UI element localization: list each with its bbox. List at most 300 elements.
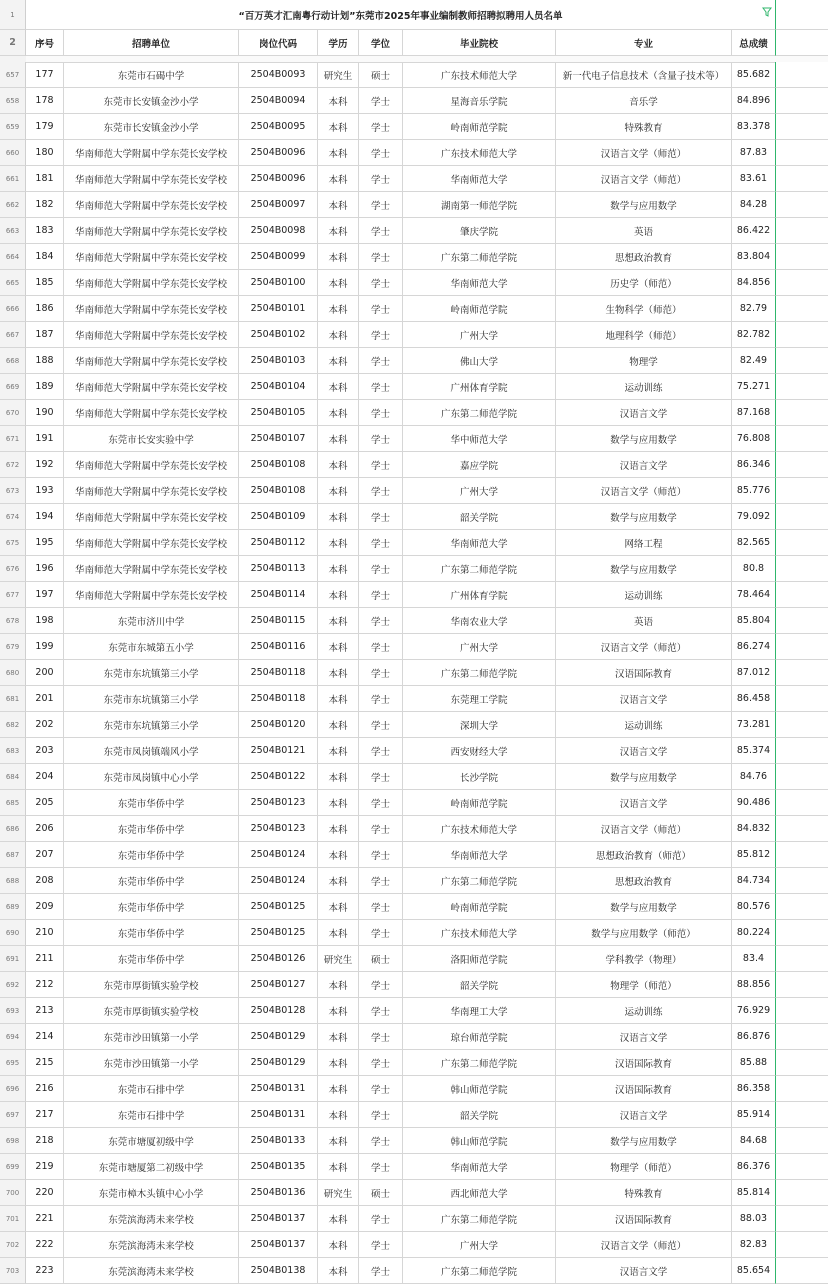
empty-cell[interactable] bbox=[776, 270, 828, 296]
cell-seq[interactable]: 218 bbox=[26, 1128, 64, 1154]
cell-degree[interactable]: 学士 bbox=[359, 504, 403, 530]
row-number[interactable]: 672 bbox=[0, 452, 26, 478]
row-number[interactable]: 668 bbox=[0, 348, 26, 374]
cell-unit[interactable]: 华南师范大学附属中学东莞长安学校 bbox=[64, 270, 239, 296]
cell-degree[interactable]: 硕士 bbox=[359, 1180, 403, 1206]
cell-seq[interactable]: 201 bbox=[26, 686, 64, 712]
cell-degree[interactable]: 学士 bbox=[359, 686, 403, 712]
cell-seq[interactable]: 185 bbox=[26, 270, 64, 296]
cell-score[interactable]: 87.168 bbox=[732, 400, 776, 426]
cell-degree[interactable]: 学士 bbox=[359, 998, 403, 1024]
cell-code[interactable]: 2504B0108 bbox=[239, 452, 318, 478]
header-degree[interactable]: 学位 bbox=[359, 30, 403, 56]
cell-score[interactable]: 85.804 bbox=[732, 608, 776, 634]
row-number[interactable]: 686 bbox=[0, 816, 26, 842]
cell-score[interactable]: 75.271 bbox=[732, 374, 776, 400]
cell-seq[interactable]: 205 bbox=[26, 790, 64, 816]
cell-education[interactable]: 本科 bbox=[318, 920, 359, 946]
cell-seq[interactable]: 214 bbox=[26, 1024, 64, 1050]
cell-seq[interactable]: 222 bbox=[26, 1232, 64, 1258]
cell-degree[interactable]: 学士 bbox=[359, 1232, 403, 1258]
cell-code[interactable]: 2504B0138 bbox=[239, 1258, 318, 1284]
cell-education[interactable]: 本科 bbox=[318, 374, 359, 400]
cell-degree[interactable]: 硕士 bbox=[359, 946, 403, 972]
cell-code[interactable]: 2504B0100 bbox=[239, 270, 318, 296]
cell-seq[interactable]: 187 bbox=[26, 322, 64, 348]
cell-degree[interactable]: 学士 bbox=[359, 894, 403, 920]
cell-education[interactable]: 本科 bbox=[318, 348, 359, 374]
empty-cell[interactable] bbox=[776, 1154, 828, 1180]
empty-cell[interactable] bbox=[776, 1076, 828, 1102]
cell-score[interactable]: 85.814 bbox=[732, 1180, 776, 1206]
cell-school[interactable]: 广东技术师范大学 bbox=[403, 62, 556, 88]
cell-degree[interactable]: 学士 bbox=[359, 1128, 403, 1154]
cell-score[interactable]: 82.565 bbox=[732, 530, 776, 556]
cell-school[interactable]: 肇庆学院 bbox=[403, 218, 556, 244]
cell-school[interactable]: 韶关学院 bbox=[403, 504, 556, 530]
cell-education[interactable]: 本科 bbox=[318, 686, 359, 712]
row-number[interactable]: 669 bbox=[0, 374, 26, 400]
cell-unit[interactable]: 华南师范大学附属中学东莞长安学校 bbox=[64, 504, 239, 530]
row-number[interactable]: 690 bbox=[0, 920, 26, 946]
cell-school[interactable]: 深圳大学 bbox=[403, 712, 556, 738]
cell-seq[interactable]: 193 bbox=[26, 478, 64, 504]
cell-major[interactable]: 汉语言文学（师范） bbox=[556, 140, 732, 166]
cell-unit[interactable]: 东莞滨海湾未来学校 bbox=[64, 1206, 239, 1232]
cell-major[interactable]: 英语 bbox=[556, 218, 732, 244]
row-number[interactable]: 667 bbox=[0, 322, 26, 348]
cell-major[interactable]: 思想政治教育 bbox=[556, 244, 732, 270]
cell-major[interactable]: 汉语国际教育 bbox=[556, 660, 732, 686]
cell-major[interactable]: 数学与应用数学 bbox=[556, 1128, 732, 1154]
cell-seq[interactable]: 200 bbox=[26, 660, 64, 686]
cell-education[interactable]: 本科 bbox=[318, 894, 359, 920]
cell-degree[interactable]: 学士 bbox=[359, 452, 403, 478]
cell-degree[interactable]: 学士 bbox=[359, 712, 403, 738]
cell-school[interactable]: 广东第二师范学院 bbox=[403, 556, 556, 582]
cell-education[interactable]: 本科 bbox=[318, 972, 359, 998]
cell-unit[interactable]: 东莞市塘厦初级中学 bbox=[64, 1128, 239, 1154]
cell-education[interactable]: 本科 bbox=[318, 166, 359, 192]
cell-score[interactable]: 76.929 bbox=[732, 998, 776, 1024]
cell-unit[interactable]: 东莞市沙田镇第一小学 bbox=[64, 1050, 239, 1076]
cell-degree[interactable]: 学士 bbox=[359, 322, 403, 348]
cell-education[interactable]: 本科 bbox=[318, 868, 359, 894]
cell-degree[interactable]: 学士 bbox=[359, 660, 403, 686]
cell-education[interactable]: 本科 bbox=[318, 608, 359, 634]
cell-seq[interactable]: 194 bbox=[26, 504, 64, 530]
empty-cell[interactable] bbox=[776, 686, 828, 712]
cell-seq[interactable]: 211 bbox=[26, 946, 64, 972]
cell-degree[interactable]: 学士 bbox=[359, 634, 403, 660]
cell-school[interactable]: 韩山师范学院 bbox=[403, 1128, 556, 1154]
cell-unit[interactable]: 东莞市东坑镇第三小学 bbox=[64, 712, 239, 738]
cell-score[interactable]: 84.734 bbox=[732, 868, 776, 894]
row-number[interactable]: 703 bbox=[0, 1258, 26, 1284]
cell-unit[interactable]: 东莞市华侨中学 bbox=[64, 816, 239, 842]
cell-score[interactable]: 86.346 bbox=[732, 452, 776, 478]
cell-code[interactable]: 2504B0108 bbox=[239, 478, 318, 504]
cell-unit[interactable]: 华南师范大学附属中学东莞长安学校 bbox=[64, 374, 239, 400]
cell-major[interactable]: 数学与应用数学 bbox=[556, 894, 732, 920]
cell-seq[interactable]: 217 bbox=[26, 1102, 64, 1128]
cell-degree[interactable]: 学士 bbox=[359, 114, 403, 140]
cell-unit[interactable]: 东莞市长安镇金沙小学 bbox=[64, 88, 239, 114]
empty-cell[interactable] bbox=[776, 608, 828, 634]
row-number[interactable]: 699 bbox=[0, 1154, 26, 1180]
empty-cell[interactable] bbox=[776, 634, 828, 660]
cell-code[interactable]: 2504B0128 bbox=[239, 998, 318, 1024]
cell-degree[interactable]: 学士 bbox=[359, 374, 403, 400]
cell-unit[interactable]: 华南师范大学附属中学东莞长安学校 bbox=[64, 530, 239, 556]
cell-code[interactable]: 2504B0124 bbox=[239, 842, 318, 868]
cell-major[interactable]: 运动训练 bbox=[556, 712, 732, 738]
cell-major[interactable]: 汉语国际教育 bbox=[556, 1076, 732, 1102]
empty-cell[interactable] bbox=[776, 660, 828, 686]
cell-major[interactable]: 学科教学（物理） bbox=[556, 946, 732, 972]
cell-education[interactable]: 本科 bbox=[318, 478, 359, 504]
cell-code[interactable]: 2504B0137 bbox=[239, 1206, 318, 1232]
cell-code[interactable]: 2504B0133 bbox=[239, 1128, 318, 1154]
cell-education[interactable]: 本科 bbox=[318, 1232, 359, 1258]
empty-cell[interactable] bbox=[776, 374, 828, 400]
cell-school[interactable]: 广东第二师范学院 bbox=[403, 1050, 556, 1076]
row-number[interactable]: 692 bbox=[0, 972, 26, 998]
cell-unit[interactable]: 东莞滨海湾未来学校 bbox=[64, 1232, 239, 1258]
cell-seq[interactable]: 204 bbox=[26, 764, 64, 790]
cell-education[interactable]: 本科 bbox=[318, 218, 359, 244]
cell-code[interactable]: 2504B0113 bbox=[239, 556, 318, 582]
row-number[interactable]: 657 bbox=[0, 62, 26, 88]
row-number[interactable]: 693 bbox=[0, 998, 26, 1024]
header-school[interactable]: 毕业院校 bbox=[403, 30, 556, 56]
cell-major[interactable]: 汉语言文学 bbox=[556, 790, 732, 816]
row-number[interactable]: 675 bbox=[0, 530, 26, 556]
row-number[interactable]: 661 bbox=[0, 166, 26, 192]
cell-unit[interactable]: 东莞市华侨中学 bbox=[64, 894, 239, 920]
cell-score[interactable]: 86.274 bbox=[732, 634, 776, 660]
cell-score[interactable]: 84.832 bbox=[732, 816, 776, 842]
cell-score[interactable]: 85.776 bbox=[732, 478, 776, 504]
cell-score[interactable]: 85.914 bbox=[732, 1102, 776, 1128]
row-number[interactable]: 698 bbox=[0, 1128, 26, 1154]
cell-seq[interactable]: 210 bbox=[26, 920, 64, 946]
cell-seq[interactable]: 197 bbox=[26, 582, 64, 608]
cell-unit[interactable]: 华南师范大学附属中学东莞长安学校 bbox=[64, 478, 239, 504]
cell-school[interactable]: 广东第二师范学院 bbox=[403, 244, 556, 270]
header-code[interactable]: 岗位代码 bbox=[239, 30, 318, 56]
empty-cell[interactable] bbox=[776, 452, 828, 478]
cell-score[interactable]: 84.856 bbox=[732, 270, 776, 296]
cell-unit[interactable]: 华南师范大学附属中学东莞长安学校 bbox=[64, 322, 239, 348]
empty-cell[interactable] bbox=[776, 842, 828, 868]
row-number[interactable]: 662 bbox=[0, 192, 26, 218]
cell-major[interactable]: 特殊教育 bbox=[556, 114, 732, 140]
cell-school[interactable]: 华南师范大学 bbox=[403, 842, 556, 868]
cell-major[interactable]: 汉语言文学 bbox=[556, 1258, 732, 1284]
cell-degree[interactable]: 学士 bbox=[359, 244, 403, 270]
cell-seq[interactable]: 221 bbox=[26, 1206, 64, 1232]
cell-school[interactable]: 广东第二师范学院 bbox=[403, 1206, 556, 1232]
empty-cell[interactable] bbox=[776, 478, 828, 504]
cell-major[interactable]: 物理学 bbox=[556, 348, 732, 374]
cell-score[interactable]: 82.782 bbox=[732, 322, 776, 348]
row-number[interactable]: 683 bbox=[0, 738, 26, 764]
cell-score[interactable]: 84.896 bbox=[732, 88, 776, 114]
cell-education[interactable]: 本科 bbox=[318, 712, 359, 738]
header-unit[interactable]: 招聘单位 bbox=[64, 30, 239, 56]
cell-education[interactable]: 本科 bbox=[318, 114, 359, 140]
row-number[interactable]: 701 bbox=[0, 1206, 26, 1232]
empty-cell[interactable] bbox=[776, 166, 828, 192]
cell-score[interactable]: 73.281 bbox=[732, 712, 776, 738]
cell-school[interactable]: 广东第二师范学院 bbox=[403, 1258, 556, 1284]
cell-education[interactable]: 本科 bbox=[318, 816, 359, 842]
empty-cell[interactable] bbox=[776, 998, 828, 1024]
cell-unit[interactable]: 东莞市凤岗镇中心小学 bbox=[64, 764, 239, 790]
empty-cell[interactable] bbox=[776, 1232, 828, 1258]
cell-degree[interactable]: 学士 bbox=[359, 1258, 403, 1284]
cell-school[interactable]: 华南师范大学 bbox=[403, 530, 556, 556]
cell-code[interactable]: 2504B0114 bbox=[239, 582, 318, 608]
cell-score[interactable]: 86.422 bbox=[732, 218, 776, 244]
cell-education[interactable]: 本科 bbox=[318, 556, 359, 582]
cell-code[interactable]: 2504B0129 bbox=[239, 1050, 318, 1076]
cell-degree[interactable]: 学士 bbox=[359, 556, 403, 582]
cell-code[interactable]: 2504B0116 bbox=[239, 634, 318, 660]
cell-school[interactable]: 琼台师范学院 bbox=[403, 1024, 556, 1050]
cell-code[interactable]: 2504B0101 bbox=[239, 296, 318, 322]
cell-seq[interactable]: 190 bbox=[26, 400, 64, 426]
cell-school[interactable]: 星海音乐学院 bbox=[403, 88, 556, 114]
empty-cell[interactable] bbox=[776, 972, 828, 998]
cell-score[interactable]: 83.804 bbox=[732, 244, 776, 270]
cell-code[interactable]: 2504B0127 bbox=[239, 972, 318, 998]
cell-unit[interactable]: 东莞市长安实验中学 bbox=[64, 426, 239, 452]
row-number[interactable]: 676 bbox=[0, 556, 26, 582]
cell-code[interactable]: 2504B0123 bbox=[239, 816, 318, 842]
header-education[interactable]: 学历 bbox=[318, 30, 359, 56]
cell-degree[interactable]: 学士 bbox=[359, 582, 403, 608]
cell-code[interactable]: 2504B0118 bbox=[239, 660, 318, 686]
cell-seq[interactable]: 189 bbox=[26, 374, 64, 400]
cell-degree[interactable]: 学士 bbox=[359, 88, 403, 114]
cell-major[interactable]: 数学与应用数学 bbox=[556, 556, 732, 582]
cell-school[interactable]: 长沙学院 bbox=[403, 764, 556, 790]
cell-code[interactable]: 2504B0094 bbox=[239, 88, 318, 114]
cell-unit[interactable]: 华南师范大学附属中学东莞长安学校 bbox=[64, 192, 239, 218]
cell-major[interactable]: 物理学（师范） bbox=[556, 972, 732, 998]
cell-seq[interactable]: 203 bbox=[26, 738, 64, 764]
row-number[interactable]: 678 bbox=[0, 608, 26, 634]
cell-education[interactable]: 本科 bbox=[318, 764, 359, 790]
cell-score[interactable]: 87.012 bbox=[732, 660, 776, 686]
cell-school[interactable]: 华南师范大学 bbox=[403, 270, 556, 296]
cell-school[interactable]: 西北师范大学 bbox=[403, 1180, 556, 1206]
cell-school[interactable]: 韶关学院 bbox=[403, 972, 556, 998]
cell-unit[interactable]: 东莞市华侨中学 bbox=[64, 842, 239, 868]
cell-degree[interactable]: 学士 bbox=[359, 192, 403, 218]
cell-major[interactable]: 汉语言文学（师范） bbox=[556, 634, 732, 660]
row-number[interactable]: 671 bbox=[0, 426, 26, 452]
cell-code[interactable]: 2504B0122 bbox=[239, 764, 318, 790]
row-number[interactable]: 689 bbox=[0, 894, 26, 920]
empty-cell[interactable] bbox=[776, 322, 828, 348]
cell-unit[interactable]: 东莞市华侨中学 bbox=[64, 946, 239, 972]
cell-code[interactable]: 2504B0121 bbox=[239, 738, 318, 764]
cell-education[interactable]: 本科 bbox=[318, 192, 359, 218]
cell-score[interactable]: 86.376 bbox=[732, 1154, 776, 1180]
empty-cell[interactable] bbox=[776, 946, 828, 972]
cell-seq[interactable]: 213 bbox=[26, 998, 64, 1024]
cell-seq[interactable]: 178 bbox=[26, 88, 64, 114]
cell-score[interactable]: 83.61 bbox=[732, 166, 776, 192]
cell-degree[interactable]: 学士 bbox=[359, 842, 403, 868]
sheet-title[interactable] bbox=[26, 0, 776, 30]
cell-major[interactable]: 数学与应用数学（师范） bbox=[556, 920, 732, 946]
cell-education[interactable]: 本科 bbox=[318, 1050, 359, 1076]
row-number[interactable]: 659 bbox=[0, 114, 26, 140]
empty-cell[interactable] bbox=[776, 1180, 828, 1206]
empty-cell[interactable] bbox=[776, 1102, 828, 1128]
cell-score[interactable]: 82.83 bbox=[732, 1232, 776, 1258]
row-number[interactable]: 666 bbox=[0, 296, 26, 322]
cell-education[interactable]: 本科 bbox=[318, 1024, 359, 1050]
empty-cell[interactable] bbox=[776, 30, 828, 56]
cell-major[interactable]: 汉语言文学 bbox=[556, 686, 732, 712]
row-number[interactable]: 681 bbox=[0, 686, 26, 712]
cell-school[interactable]: 华南师范大学 bbox=[403, 1154, 556, 1180]
row-number[interactable]: 700 bbox=[0, 1180, 26, 1206]
cell-major[interactable]: 运动训练 bbox=[556, 374, 732, 400]
cell-code[interactable]: 2504B0131 bbox=[239, 1076, 318, 1102]
cell-school[interactable]: 广东第二师范学院 bbox=[403, 868, 556, 894]
row-number[interactable]: 663 bbox=[0, 218, 26, 244]
cell-degree[interactable]: 学士 bbox=[359, 218, 403, 244]
empty-cell[interactable] bbox=[776, 920, 828, 946]
empty-cell[interactable] bbox=[776, 816, 828, 842]
cell-score[interactable]: 78.464 bbox=[732, 582, 776, 608]
cell-code[interactable]: 2504B0104 bbox=[239, 374, 318, 400]
cell-code[interactable]: 2504B0105 bbox=[239, 400, 318, 426]
cell-code[interactable]: 2504B0120 bbox=[239, 712, 318, 738]
cell-school[interactable]: 广东第二师范学院 bbox=[403, 400, 556, 426]
cell-unit[interactable]: 东莞市沙田镇第一小学 bbox=[64, 1024, 239, 1050]
cell-education[interactable]: 研究生 bbox=[318, 1180, 359, 1206]
cell-school[interactable]: 洛阳师范学院 bbox=[403, 946, 556, 972]
cell-code[interactable]: 2504B0125 bbox=[239, 894, 318, 920]
cell-seq[interactable]: 198 bbox=[26, 608, 64, 634]
cell-school[interactable]: 岭南师范学院 bbox=[403, 894, 556, 920]
cell-school[interactable]: 广州大学 bbox=[403, 322, 556, 348]
empty-cell[interactable] bbox=[776, 1206, 828, 1232]
cell-school[interactable]: 韩山师范学院 bbox=[403, 1076, 556, 1102]
cell-score[interactable]: 86.876 bbox=[732, 1024, 776, 1050]
cell-unit[interactable]: 东莞市厚街镇实验学校 bbox=[64, 998, 239, 1024]
empty-cell[interactable] bbox=[776, 140, 828, 166]
cell-score[interactable]: 90.486 bbox=[732, 790, 776, 816]
row-number[interactable]: 1 bbox=[0, 0, 26, 30]
cell-unit[interactable]: 东莞市樟木头镇中心小学 bbox=[64, 1180, 239, 1206]
cell-code[interactable]: 2504B0118 bbox=[239, 686, 318, 712]
cell-degree[interactable]: 学士 bbox=[359, 348, 403, 374]
cell-unit[interactable]: 华南师范大学附属中学东莞长安学校 bbox=[64, 218, 239, 244]
cell-unit[interactable]: 东莞滨海湾未来学校 bbox=[64, 1258, 239, 1284]
row-number[interactable]: 684 bbox=[0, 764, 26, 790]
cell-education[interactable]: 本科 bbox=[318, 426, 359, 452]
cell-code[interactable]: 2504B0095 bbox=[239, 114, 318, 140]
cell-code[interactable]: 2504B0115 bbox=[239, 608, 318, 634]
cell-education[interactable]: 本科 bbox=[318, 842, 359, 868]
empty-cell[interactable] bbox=[776, 1128, 828, 1154]
cell-education[interactable]: 本科 bbox=[318, 504, 359, 530]
empty-cell[interactable] bbox=[776, 218, 828, 244]
row-number[interactable]: 682 bbox=[0, 712, 26, 738]
cell-school[interactable]: 广州大学 bbox=[403, 478, 556, 504]
row-number[interactable]: 665 bbox=[0, 270, 26, 296]
cell-degree[interactable]: 学士 bbox=[359, 270, 403, 296]
cell-unit[interactable]: 东莞市凤岗镇端风小学 bbox=[64, 738, 239, 764]
empty-cell[interactable] bbox=[776, 738, 828, 764]
cell-major[interactable]: 汉语国际教育 bbox=[556, 1050, 732, 1076]
cell-score[interactable]: 80.576 bbox=[732, 894, 776, 920]
cell-code[interactable]: 2504B0129 bbox=[239, 1024, 318, 1050]
cell-education[interactable]: 本科 bbox=[318, 998, 359, 1024]
header-major[interactable]: 专业 bbox=[556, 30, 732, 56]
cell-seq[interactable]: 179 bbox=[26, 114, 64, 140]
cell-school[interactable]: 广州体育学院 bbox=[403, 582, 556, 608]
cell-major[interactable]: 汉语言文学（师范） bbox=[556, 816, 732, 842]
cell-seq[interactable]: 199 bbox=[26, 634, 64, 660]
cell-seq[interactable]: 208 bbox=[26, 868, 64, 894]
cell-code[interactable]: 2504B0096 bbox=[239, 166, 318, 192]
cell-major[interactable]: 历史学（师范） bbox=[556, 270, 732, 296]
cell-unit[interactable]: 东莞市石排中学 bbox=[64, 1076, 239, 1102]
row-number[interactable]: 679 bbox=[0, 634, 26, 660]
row-number[interactable]: 664 bbox=[0, 244, 26, 270]
cell-code[interactable]: 2504B0123 bbox=[239, 790, 318, 816]
cell-seq[interactable]: 192 bbox=[26, 452, 64, 478]
cell-major[interactable]: 物理学（师范） bbox=[556, 1154, 732, 1180]
cell-seq[interactable]: 195 bbox=[26, 530, 64, 556]
cell-degree[interactable]: 学士 bbox=[359, 1024, 403, 1050]
empty-cell[interactable] bbox=[776, 530, 828, 556]
row-number[interactable]: 695 bbox=[0, 1050, 26, 1076]
empty-cell[interactable] bbox=[776, 556, 828, 582]
header-score[interactable]: 总成绩 bbox=[732, 30, 776, 56]
cell-seq[interactable]: 184 bbox=[26, 244, 64, 270]
cell-education[interactable]: 研究生 bbox=[318, 946, 359, 972]
cell-seq[interactable]: 191 bbox=[26, 426, 64, 452]
cell-code[interactable]: 2504B0112 bbox=[239, 530, 318, 556]
cell-education[interactable]: 研究生 bbox=[318, 62, 359, 88]
cell-degree[interactable]: 学士 bbox=[359, 1154, 403, 1180]
cell-code[interactable]: 2504B0099 bbox=[239, 244, 318, 270]
cell-unit[interactable]: 东莞市厚街镇实验学校 bbox=[64, 972, 239, 998]
cell-unit[interactable]: 东莞市长安镇金沙小学 bbox=[64, 114, 239, 140]
cell-score[interactable]: 84.76 bbox=[732, 764, 776, 790]
row-number[interactable]: 674 bbox=[0, 504, 26, 530]
empty-cell[interactable] bbox=[776, 296, 828, 322]
cell-school[interactable]: 广州体育学院 bbox=[403, 374, 556, 400]
cell-degree[interactable]: 学士 bbox=[359, 1076, 403, 1102]
cell-school[interactable]: 佛山大学 bbox=[403, 348, 556, 374]
cell-major[interactable]: 地理科学（师范） bbox=[556, 322, 732, 348]
empty-cell[interactable] bbox=[776, 348, 828, 374]
cell-degree[interactable]: 学士 bbox=[359, 426, 403, 452]
empty-cell[interactable] bbox=[776, 582, 828, 608]
cell-score[interactable]: 85.654 bbox=[732, 1258, 776, 1284]
